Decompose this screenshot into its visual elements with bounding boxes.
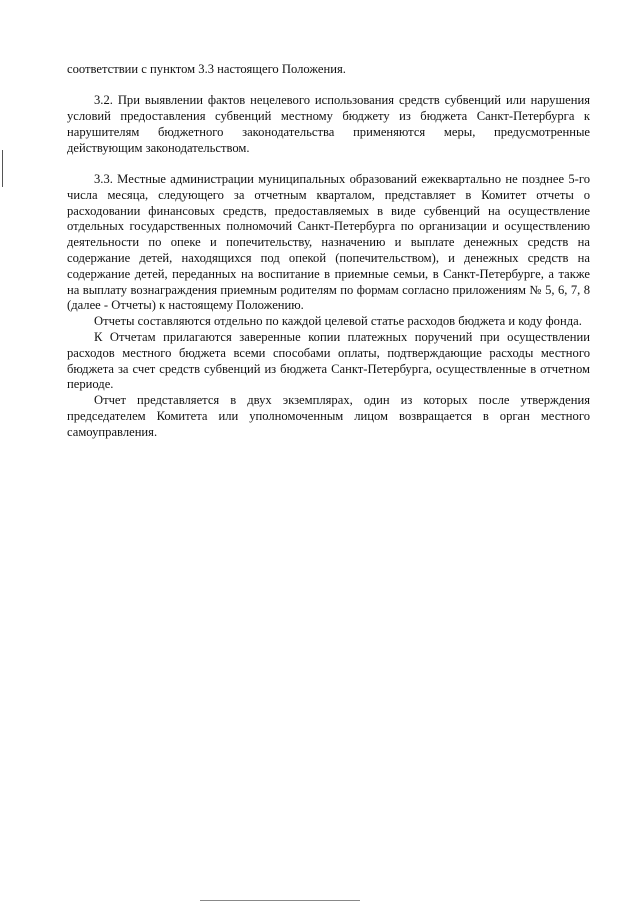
document-page <box>67 62 590 441</box>
paragraph-copies: Отчет представляется в двух экземплярах, один из которых после утверждения председателем Комитета или уполномоченным лицом возвращается в орган местного самоуправления. <box>67 393 590 439</box>
scan-bottom-line <box>200 900 360 901</box>
paragraph-reports-per-article: Отчеты составляются отдельно по каждой целевой статье расходов бюджета и коду фонда. <box>94 314 582 329</box>
paragraph-attachments: К Отчетам прилагаются заверенные копии платежных поручений при осуществлении расходов местного бюджета всеми способами оплаты, подтверждающие расходы местного бюджета за счет средств субвенций из бюджета Санкт-Петербурга, осуществленные в отчетном периоде. <box>67 329 590 392</box>
paragraph-3-2: 3.2. При выявлении фактов нецелевого использования средств субвенций или нарушения условий предоставления субвенций местному бюджету из бюджета Санкт-Петербурга к нарушителям бюджетного законодательства применяются меры, предусмотренные действующим законодательством. <box>67 93 590 155</box>
scan-margin-mark <box>2 150 3 187</box>
paragraph-3-3: 3.3. Местные администрации муниципальных образований ежеквартально не позднее 5-го числа месяца, следующего за отчетным кварталом, представляет в Комитет отчеты о расходовании финансовых средств, предоставляемых в виде субвенций на осуществление отдельных государственных полномочий Санкт-Петербурга по организации и осуществлению деятельности по опеке и попечительству, назначению и выплате денежных средств на содержание детей, находящихся под опекой (попечительством), и денежных средств на содержание детей, переданных на воспитание в приемные семьи, в Санкт-Петербурге, а также на выплату вознаграждения приемным родителям по формам согласно приложениям № 5, 6, 7, 8 (далее - Отчеты) к настоящему Положению. <box>67 171 590 313</box>
paragraph-continuation: соответствии с пунктом 3.3 настоящего Положения. <box>67 62 346 76</box>
